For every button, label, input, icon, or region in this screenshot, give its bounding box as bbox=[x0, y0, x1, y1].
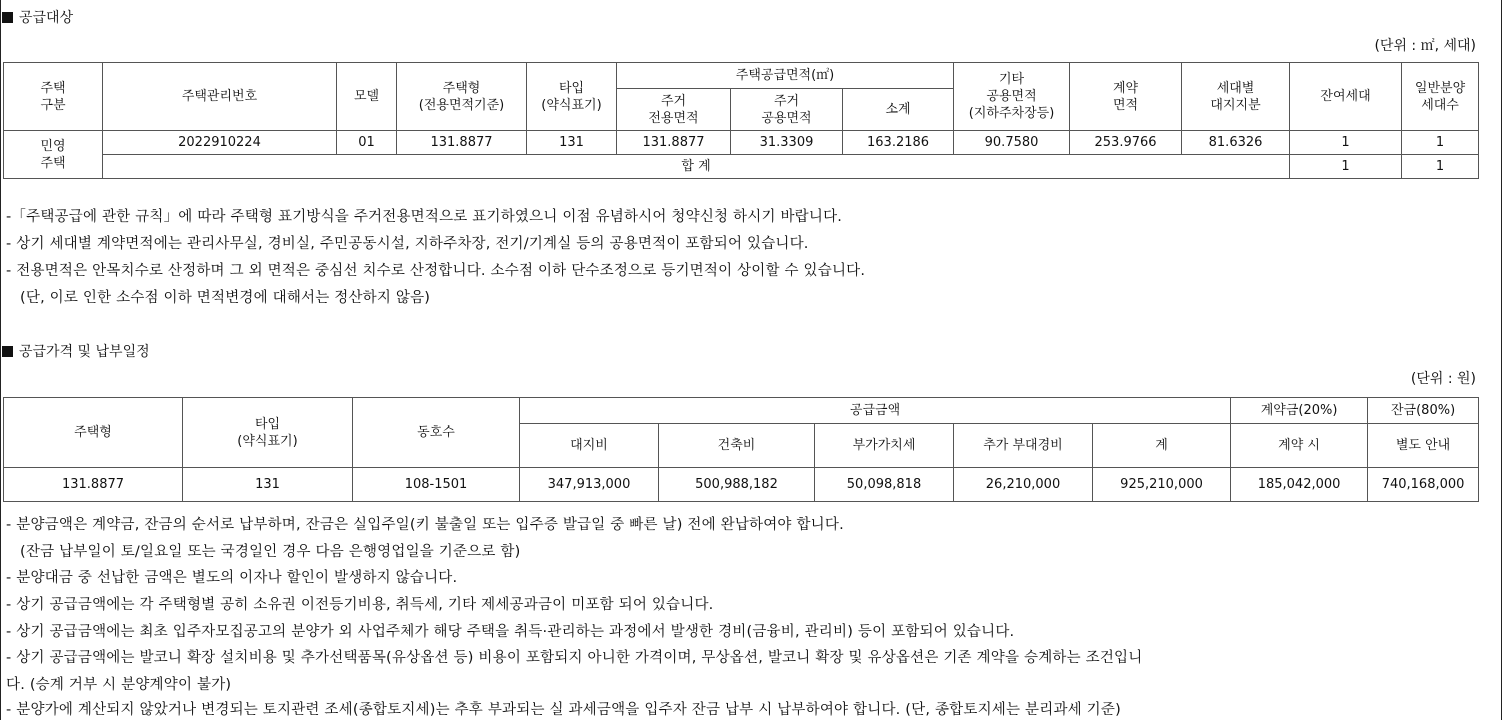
note-line: - 분양대금 중 선납한 금액은 별도의 이자나 할인이 발생하지 않습니다. bbox=[6, 570, 458, 586]
section-heading-supply-price: 공급가격 및 납부일정 bbox=[2, 341, 150, 361]
cell-deposit: 185,042,000 bbox=[1231, 468, 1368, 502]
header-type: 타입 (약식표기) bbox=[527, 63, 617, 131]
note-line: - 상기 공급금액에는 각 주택형별 공히 소유권 이전등기비용, 취득세, 기타 제세공과금이 미포함 되어 있습니다. bbox=[6, 597, 714, 613]
cell-unit-no: 108-1501 bbox=[353, 468, 520, 502]
header-building-cost: 건축비 bbox=[659, 424, 815, 468]
header-total: 계 bbox=[1093, 424, 1231, 468]
cell-type: 131 bbox=[183, 468, 353, 502]
header-subtotal: 소계 bbox=[843, 89, 954, 131]
cell-type: 131 bbox=[527, 131, 617, 155]
cell-extra-cost: 26,210,000 bbox=[954, 468, 1093, 502]
supply-target-table bbox=[3, 62, 1479, 179]
cell-vat: 50,098,818 bbox=[815, 468, 954, 502]
total-remaining: 1 bbox=[1290, 155, 1402, 179]
note-line: - 상기 공급금액에는 최초 입주자모집공고의 분양가 외 사업주체가 해당 주택을 취득·관리하는 과정에서 발생한 경비(금융비, 관리비) 등이 포함되어 있습니다. bbox=[6, 624, 1015, 640]
cell-model: 01 bbox=[337, 131, 397, 155]
cell-total: 925,210,000 bbox=[1093, 468, 1231, 502]
note-line: - 상기 세대별 계약면적에는 관리사무실, 경비실, 주민공동시설, 지하주차장, 전기/기계실 등의 공용면적이 포함되어 있습니다. bbox=[6, 236, 809, 252]
header-deposit: 계약금(20%) bbox=[1231, 398, 1368, 424]
cell-land-cost: 347,913,000 bbox=[520, 468, 659, 502]
note-line: - 분양가에 계산되지 않았거나 변경되는 토지관련 조세(종합토지세)는 추후 부과되는 실 과세금액을 입주자 잔금 납부 시 납부하여야 합니다. (단, 종합토지세는 분리과세 기준) bbox=[6, 702, 1121, 718]
cell-mgmt-no: 2022910224 bbox=[103, 131, 337, 155]
header-balance-when: 별도 안내 bbox=[1368, 424, 1479, 468]
header-balance: 잔금(80%) bbox=[1368, 398, 1479, 424]
square-bullet-icon bbox=[2, 12, 13, 23]
category-cell: 민영 주택 bbox=[4, 131, 103, 179]
note-line: 다. (승계 거부 시 분양계약이 불가) bbox=[6, 677, 232, 693]
note-line: (단, 이로 인한 소수점 이하 면적변경에 대해서는 정산하지 않음) bbox=[20, 290, 431, 306]
note-line: - 분양금액은 계약금, 잔금의 순서로 납부하며, 잔금은 실입주일(키 불출일 또는 입주증 발급일 중 빠른 날) 전에 완납하여야 합니다. bbox=[6, 517, 844, 533]
header-other-common-area: 기타 공용면적 (지하주차장등) bbox=[954, 63, 1070, 131]
unit-note-price: (단위 : 원) bbox=[1410, 371, 1476, 387]
header-contract-area: 계약 면적 bbox=[1070, 63, 1182, 131]
header-land-share: 세대별 대지지분 bbox=[1182, 63, 1290, 131]
cell-general-units: 1 bbox=[1402, 131, 1479, 155]
square-bullet-icon bbox=[2, 346, 13, 357]
note-line: - 전용면적은 안목치수로 산정하며 그 외 면적은 중심선 치수로 산정합니다. 소수점 이하 단수조정으로 등기면적이 상이할 수 있습니다. bbox=[6, 263, 866, 279]
note-line: - 상기 공급금액에는 발코니 확장 설치비용 및 추가선택품목(유상옵션 등) 비용이 포함되지 아니한 가격이며, 무상옵션, 발코니 확장 및 유상옵션은 기존 계약을 승계하는 조건입니 bbox=[6, 650, 1143, 666]
header-land-cost: 대지비 bbox=[520, 424, 659, 468]
header-supply-area: 주택공급면적(㎡) bbox=[617, 63, 954, 89]
section-heading-supply-target: 공급대상 bbox=[2, 7, 73, 27]
unit-note-area: (단위 : ㎡, 세대) bbox=[1374, 38, 1476, 54]
header-house-type: 주택형 bbox=[4, 398, 183, 468]
note-line: -「주택공급에 관한 규칙」에 따라 주택형 표기방식을 주거전용면적으로 표기하였으니 이점 유념하시어 청약신청 하시기 바랍니다. bbox=[6, 209, 843, 225]
header-supply-amount: 공급금액 bbox=[520, 398, 1231, 424]
cell-subtotal: 163.2186 bbox=[843, 131, 954, 155]
cell-contract-area: 253.9766 bbox=[1070, 131, 1182, 155]
cell-house-type: 131.8877 bbox=[397, 131, 527, 155]
cell-common-area: 31.3309 bbox=[731, 131, 843, 155]
cell-house-type: 131.8877 bbox=[4, 468, 183, 502]
header-type: 타입 (약식표기) bbox=[183, 398, 353, 468]
header-house-mgmt-no: 주택관리번호 bbox=[103, 63, 337, 131]
header-vat: 부가가치세 bbox=[815, 424, 954, 468]
header-general-units: 일반분양 세대수 bbox=[1402, 63, 1479, 131]
header-extra-cost: 추가 부대경비 bbox=[954, 424, 1093, 468]
header-common-area: 주거 공용면적 bbox=[731, 89, 843, 131]
header-house-type: 주택형 (전용면적기준) bbox=[397, 63, 527, 131]
supply-price-table bbox=[3, 397, 1479, 502]
cell-land-share: 81.6326 bbox=[1182, 131, 1290, 155]
header-unit-no: 동호수 bbox=[353, 398, 520, 468]
cell-private-area: 131.8877 bbox=[617, 131, 731, 155]
left-border bbox=[0, 0, 1, 720]
total-general-units: 1 bbox=[1402, 155, 1479, 179]
cell-balance: 740,168,000 bbox=[1368, 468, 1479, 502]
note-line: (잔금 납부일이 토/일요일 또는 국경일인 경우 다음 은행영업일을 기준으로 함) bbox=[20, 544, 521, 560]
cell-other-common: 90.7580 bbox=[954, 131, 1070, 155]
cell-building-cost: 500,988,182 bbox=[659, 468, 815, 502]
header-house-category: 주택 구분 bbox=[4, 63, 103, 131]
header-model: 모델 bbox=[337, 63, 397, 131]
header-deposit-when: 계약 시 bbox=[1231, 424, 1368, 468]
total-label: 합 계 bbox=[103, 155, 1290, 179]
cell-remaining: 1 bbox=[1290, 131, 1402, 155]
header-remaining-units: 잔여세대 bbox=[1290, 63, 1402, 131]
header-private-area: 주거 전용면적 bbox=[617, 89, 731, 131]
